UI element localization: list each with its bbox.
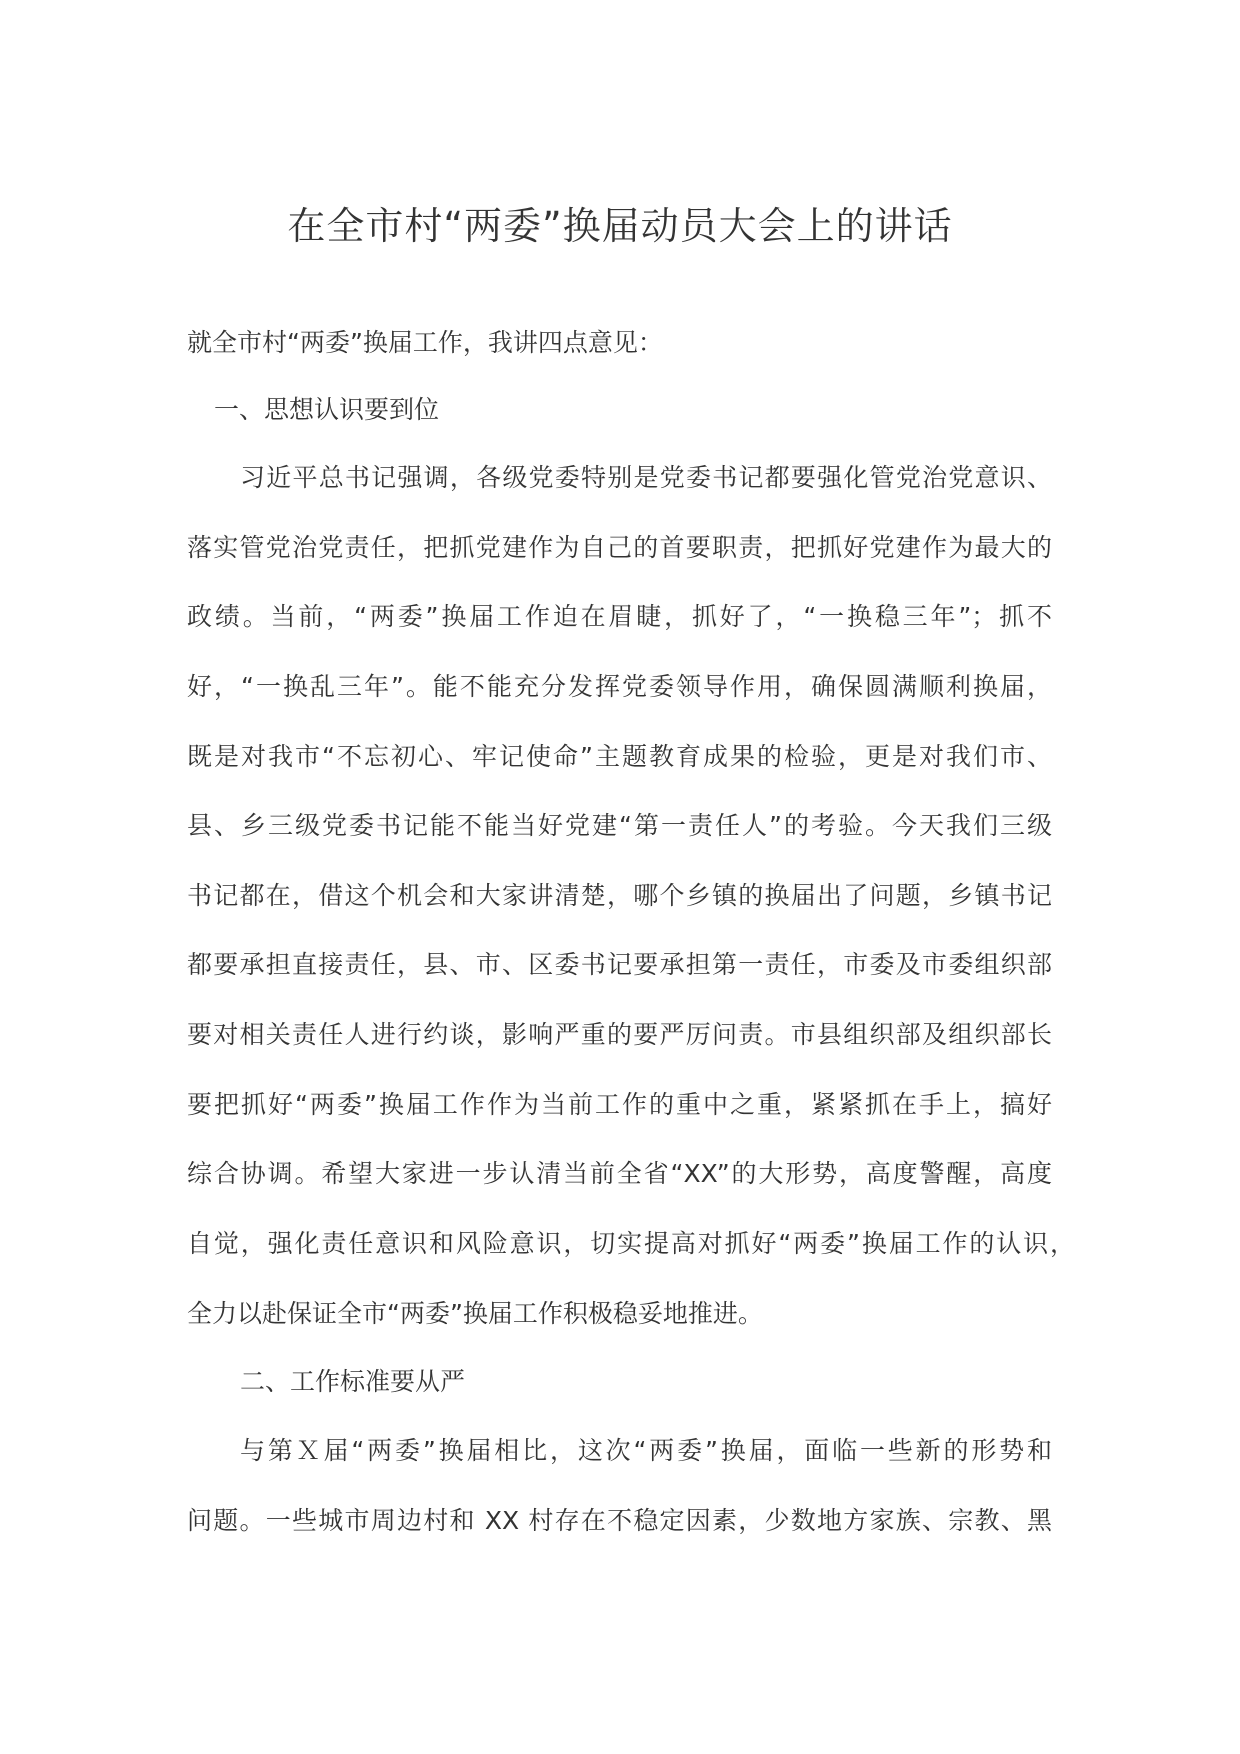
paragraph-line: 习近平总书记强调，各级党委特别是党委书记都要强化管党治党意识、: [240, 463, 1052, 492]
paragraph-line: 要对相关责任人进行约谈，影响严重的要严厉问责。市县组织部及组织部长: [187, 1020, 1052, 1049]
paragraph-line: 都要承担直接责任，县、市、区委书记要承担第一责任，市委及市委组织部: [187, 950, 1052, 979]
paragraph-line: 书记都在，借这个机会和大家讲清楚，哪个乡镇的换届出了问题，乡镇书记: [187, 881, 1052, 910]
section-heading-1: 一、思想认识要到位: [214, 395, 440, 424]
paragraph-line: 落实管党治党责任，把抓党建作为自己的首要职责，把抓好党建作为最大的: [187, 533, 1052, 562]
paragraph-line: 政绩。当前，“两委”换届工作迫在眉睫，抓好了，“一换稳三年”；抓不: [187, 602, 1052, 631]
paragraph-line: 自觉，强化责任意识和风险意识，切实提高对抓好“两委”换届工作的认识，: [187, 1229, 1075, 1258]
paragraph-line: 要把抓好“两委”换届工作作为当前工作的重中之重，紧紧抓在手上，搞好: [187, 1090, 1052, 1119]
paragraph-line: 与第Ｘ届“两委”换届相比，这次“两委”换届，面临一些新的形势和: [240, 1436, 1052, 1465]
intro-paragraph: 就全市村“两委”换届工作，我讲四点意见：: [187, 328, 663, 357]
paragraph-line: 县、乡三级党委书记能不能当好党建“第一责任人”的考验。今天我们三级: [187, 811, 1052, 840]
section-heading-2: 二、工作标准要从严: [240, 1367, 466, 1396]
document-title: 在全市村“两委”换届动员大会上的讲话: [287, 204, 953, 248]
paragraph-line: 问题。一些城市周边村和 XX 村存在不稳定因素，少数地方家族、宗教、黑: [187, 1506, 1052, 1535]
paragraph-line: 全力以赴保证全市“两委”换届工作积极稳妥地推进。: [187, 1299, 763, 1328]
paragraph-line: 好，“一换乱三年”。能不能充分发挥党委领导作用，确保圆满顺利换届，: [187, 672, 1052, 701]
paragraph-line: 既是对我市“不忘初心、牢记使命”主题教育成果的检验，更是对我们市、: [187, 742, 1052, 771]
paragraph-line: 综合协调。希望大家进一步认清当前全省“XX”的大形势，高度警醒，高度: [187, 1159, 1052, 1188]
